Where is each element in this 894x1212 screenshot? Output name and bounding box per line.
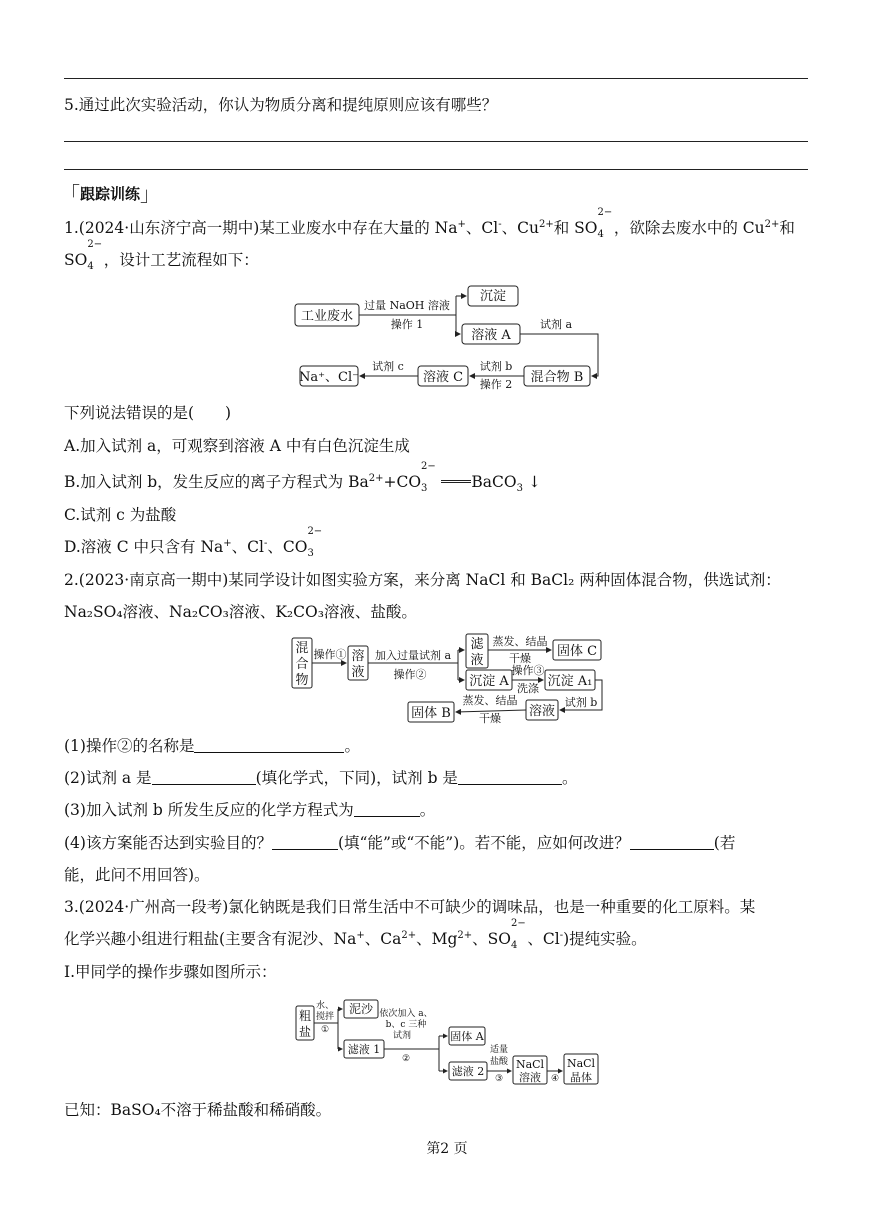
sol-char1: 溶 xyxy=(351,649,365,664)
op2-label: 操作② xyxy=(393,668,427,681)
nacl-crystal-2: 晶体 xyxy=(570,1071,592,1084)
add-label-3: 试剂 xyxy=(392,1031,412,1041)
box-solution-c: 溶液 C xyxy=(422,370,464,385)
sol-char2: 液 xyxy=(351,665,365,680)
evap-label-1: 蒸发、结晶 xyxy=(492,635,548,648)
option-a: A.加入试剂 a，可观察到溶液 A 中有白色沉淀生成 xyxy=(64,437,410,455)
problem-2-q2: (2)试剂 a 是 (填化学式，下同)，试剂 b 是 。 xyxy=(64,769,578,787)
problem-2-q1: (1)操作②的名称是 。 xyxy=(64,737,360,755)
option-c: C.试剂 c 为盐酸 xyxy=(64,506,177,524)
mix-char1: 混 xyxy=(295,641,309,656)
step2-label: ② xyxy=(401,1054,411,1064)
box-solution-a: 溶液 A xyxy=(471,328,511,343)
flow-diagram-2 xyxy=(290,632,610,724)
flow-diagram-1 xyxy=(290,282,610,390)
answer-line xyxy=(64,169,808,170)
blank-q3[interactable] xyxy=(354,802,420,817)
option-b: B.加入试剂 b，发生反应的离子方程式为 $Ba^{2+}+CO$ $_{2- 3}$ BaCO$_3$ ↓ xyxy=(64,461,541,495)
section-heading: 「跟踪训练」 xyxy=(60,182,161,206)
box-mixture-b: 混合物 B xyxy=(530,370,584,385)
mix-char2: 合 xyxy=(295,657,309,672)
answer-line xyxy=(64,78,808,79)
problem-2-q3: (3)加入试剂 b 所发生反应的化学方程式为 。 xyxy=(64,801,436,819)
wash-label: 洗涤 xyxy=(517,682,539,695)
op3-label: 操作③ xyxy=(511,664,545,677)
step3-label: ③ xyxy=(494,1074,504,1084)
box-na-cl: Na⁺、Cl⁻ xyxy=(299,370,359,385)
arrow-naoh-label: 过量 NaOH 溶液 xyxy=(364,299,450,312)
mud-box: 泥沙 xyxy=(348,1002,374,1016)
hcl-label-1: 适量 xyxy=(489,1045,509,1055)
problem-2-line1: 2.(2023·南京高一期中)某同学设计如图实验方案，来分离 NaCl 和 BaCl₂ 两种固体混合物，供选试剂： xyxy=(64,571,781,589)
filt-char2: 液 xyxy=(470,653,484,668)
box-industrial-wastewater: 工业废水 xyxy=(300,309,354,324)
nacl-solution-1: NaCl xyxy=(515,1058,545,1071)
arrow-reagent-b: 试剂 b xyxy=(479,360,513,373)
filtrate-1: 滤液 1 xyxy=(347,1043,381,1056)
water-label: 水、 xyxy=(315,1001,335,1011)
hcl-label-2: 盐酸 xyxy=(489,1057,509,1067)
add-label-1: 依次加入 a、 xyxy=(379,1009,433,1019)
mix-char3: 物 xyxy=(295,673,309,688)
stir-label: 搅拌 xyxy=(315,1012,335,1022)
box-precipitate: 沉淀 xyxy=(479,289,507,304)
problem-3-part1: Ⅰ.甲同学的操作步骤如图所示： xyxy=(64,963,277,981)
op1-label: 操作① xyxy=(313,648,347,661)
dry-label-1: 干燥 xyxy=(509,652,531,665)
step4-label: ④ xyxy=(550,1074,560,1084)
problem-3-line1: 3.(2024·广州高一段考)氯化钠既是我们日常生活中不可缺少的调味品，也是一种重要的化工原料。某 xyxy=(64,898,756,916)
dry-label-2: 干燥 xyxy=(479,712,501,724)
add-reagent-a: 加入过量试剂 a xyxy=(374,649,452,662)
problem-3-known: 已知：BaSO₄不溶于稀盐酸和稀硝酸。 xyxy=(64,1101,332,1119)
arrow-reagent-a: 试剂 a xyxy=(539,318,573,331)
problem-2-q4-line2: 能，此问不用回答)。 xyxy=(64,866,210,884)
option-d: D.溶液 C 中只含有 Na+、Cl-、CO $_{2- 3}$ xyxy=(64,526,323,560)
precipitate-a1: 沉淀 A₁ xyxy=(547,674,593,689)
problem-1-line1: 1.(2024·山东济宁高一期中)某工业废水中存在大量的 Na+、Cl-、$Cu^{2+}$和 SO $_{2- 4}$ ，欲除去废水中的 $Cu^{2+}$和 xyxy=(64,207,795,241)
page-number: 第2 页 xyxy=(426,1141,468,1157)
solid-c: 固体 C xyxy=(556,644,598,659)
solution-box: 溶液 xyxy=(528,704,556,719)
problem-2-line2: Na₂SO₄溶液、Na₂CO₃溶液、K₂CO₃溶液、盐酸。 xyxy=(64,603,417,621)
crude-char1: 粗 xyxy=(298,1009,312,1023)
crude-char2: 盐 xyxy=(298,1025,312,1039)
blank-q4a[interactable] xyxy=(272,835,338,850)
nacl-crystal-1: NaCl xyxy=(566,1057,596,1070)
blank-q4b[interactable] xyxy=(630,835,714,850)
filt-char1: 滤 xyxy=(470,637,484,652)
arrow-reagent-c: 试剂 c xyxy=(372,360,404,373)
problem-3-line2: 化学兴趣小组进行粗盐(主要含有泥沙、Na+、$Ca^{2+}$、$Mg^{2+}$、SO $_{2- 4}$ 、Cl-)提纯实验。 xyxy=(64,918,647,952)
filtrate-2: 滤液 2 xyxy=(451,1065,485,1078)
solid-b: 固体 B xyxy=(411,706,451,721)
problem-2-q4: (4)该方案能否达到实验目的？ (填“能”或“不能”)。若不能，应如何改进？ (若 xyxy=(64,834,736,852)
arrow-op1-label: 操作 1 xyxy=(390,318,424,331)
flow-diagram-3 xyxy=(294,994,604,1090)
question-5: 5.通过此次实验活动，你认为物质分离和提纯原则应该有哪些？ xyxy=(64,96,498,114)
arrow-op2-label: 操作 2 xyxy=(479,378,513,390)
nacl-solution-2: 溶液 xyxy=(519,1071,541,1084)
blank-q1[interactable] xyxy=(194,738,344,753)
precipitate-a: 沉淀 A xyxy=(469,674,509,689)
problem-1-line2: SO $_{2- 4}$ ，设计工艺流程如下： xyxy=(64,239,259,273)
blank-q2b[interactable] xyxy=(458,770,562,785)
problem-1-question: 下列说法错误的是( ) xyxy=(64,404,232,422)
evap-label-2: 蒸发、结晶 xyxy=(462,694,518,707)
solid-a: 固体 A xyxy=(450,1030,484,1043)
reagent-b-label: 试剂 b xyxy=(564,696,598,709)
blank-q2a[interactable] xyxy=(152,770,256,785)
add-label-2: b、c 三种 xyxy=(385,1020,427,1030)
answer-line xyxy=(64,141,808,142)
step1-label: ① xyxy=(320,1025,330,1035)
